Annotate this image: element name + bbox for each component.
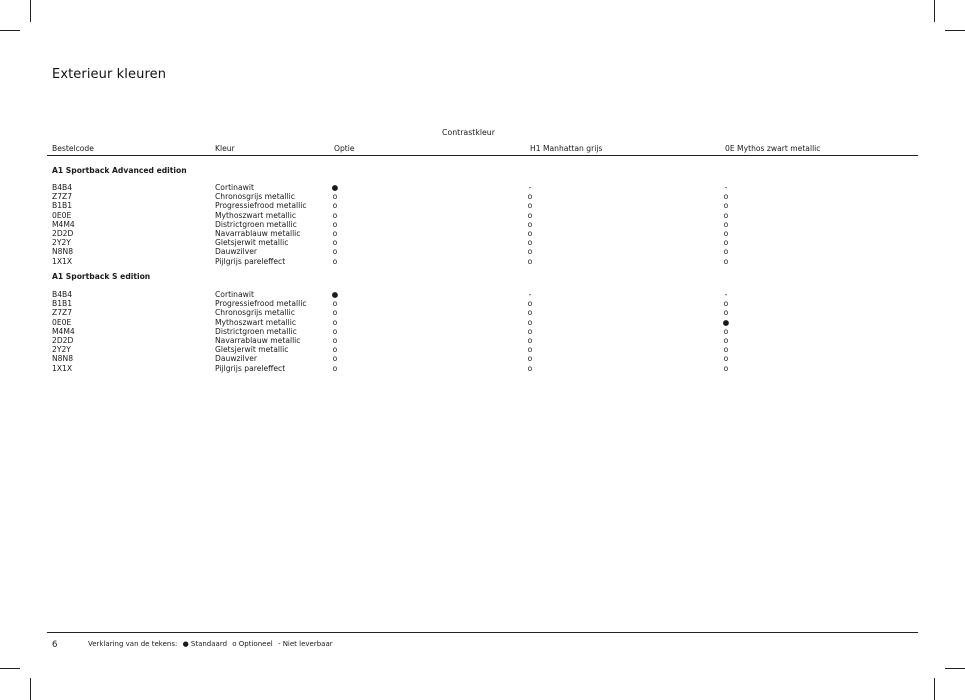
cell-code: N8N8 (52, 247, 74, 257)
cell-h1: o (527, 335, 533, 345)
cell-option: o (332, 201, 338, 211)
header-option: Optie (334, 144, 355, 153)
crop-mark-top-right (934, 0, 935, 22)
table-row (52, 327, 918, 336)
header-divider (47, 155, 918, 156)
cell-oe: o (723, 335, 729, 345)
cell-code: Z7Z7 (52, 192, 73, 202)
section-s-edition-rows (52, 290, 918, 373)
cell-oe: - (724, 183, 728, 192)
cell-option: o (332, 256, 338, 266)
table-row (52, 247, 918, 256)
cell-h1: o (527, 256, 533, 266)
cell-code: M4M4 (52, 326, 75, 336)
crop-mark-top-right-h (945, 30, 965, 31)
cell-h1: o (527, 308, 533, 318)
cell-h1: o (527, 238, 533, 248)
crop-mark-bottom-right-h (945, 668, 965, 669)
cell-color: Mythoszwart metallic (215, 210, 297, 220)
cell-color: Pijlgrijs pareleffect (215, 256, 286, 266)
cell-oe: o (723, 219, 729, 229)
cell-oe: o (723, 192, 729, 202)
legend-unavailable: - Niet leverbaar (277, 640, 333, 648)
cell-oe: - (724, 290, 728, 299)
legend (88, 640, 336, 648)
cell-color: Progressiefrood metallic (215, 201, 307, 211)
crop-mark-bottom-left-h (0, 668, 20, 669)
cell-oe: o (723, 363, 729, 373)
cell-color: Pijlgrijs pareleffect (215, 363, 286, 373)
cell-color: Navarrablauw metallic (215, 228, 301, 238)
cell-color: Navarrablauw metallic (215, 335, 301, 345)
cell-code: 1X1X (52, 363, 73, 373)
crop-mark-top-left-h (0, 30, 20, 31)
cell-code: 2Y2Y (52, 238, 71, 248)
cell-h1: o (527, 363, 533, 373)
cell-option: o (332, 326, 338, 336)
cell-oe: o (723, 210, 729, 220)
cell-h1: - (528, 183, 532, 192)
cell-oe: o (723, 299, 729, 309)
cell-oe: o (723, 247, 729, 257)
table-row (52, 364, 918, 373)
cell-oe: o (723, 201, 729, 211)
cell-code: N8N8 (52, 354, 74, 364)
cell-color: Dauwzilver (215, 354, 258, 364)
cell-h1: o (527, 326, 533, 336)
cell-color: Chronosgrijs metallic (215, 308, 295, 318)
section-advanced-rows (52, 183, 918, 266)
table-row (52, 220, 918, 229)
legend-optional: o Optioneel (232, 640, 273, 648)
header-oe: 0E Mythos zwart metallic (725, 144, 821, 153)
crop-mark-bottom-left (30, 678, 31, 700)
cell-oe: o (723, 354, 729, 364)
cell-option: o (332, 308, 338, 318)
legend-label: Verklaring van de tekens: (88, 640, 178, 648)
cell-option: o (332, 335, 338, 345)
cell-code: B4B4 (52, 290, 73, 299)
cell-option: o (332, 238, 338, 248)
cell-h1: o (527, 317, 533, 327)
cell-color: Dauwzilver (215, 247, 258, 257)
cell-option: ● (331, 290, 339, 299)
cell-code: 1X1X (52, 256, 73, 266)
cell-code: B4B4 (52, 183, 73, 192)
table-row (52, 336, 918, 345)
cell-code: Z7Z7 (52, 308, 73, 318)
cell-h1: o (527, 201, 533, 211)
cell-option: o (332, 345, 338, 355)
table-row (52, 229, 918, 238)
cell-option: ● (331, 183, 339, 192)
cell-oe: o (723, 345, 729, 355)
cell-code: B1B1 (52, 299, 73, 309)
cell-color: Cortinawit (215, 290, 254, 299)
cell-option: o (332, 363, 338, 373)
header-color: Kleur (215, 144, 235, 153)
cell-option: o (332, 219, 338, 229)
crop-mark-bottom-right (934, 678, 935, 700)
cell-code: M4M4 (52, 219, 75, 229)
footer-divider (47, 632, 918, 633)
cell-option: o (332, 228, 338, 238)
table-row (52, 238, 918, 247)
header-h1: H1 Manhattan grijs (530, 144, 603, 153)
cell-h1: o (527, 228, 533, 238)
cell-option: o (332, 192, 338, 202)
cell-h1: - (528, 290, 532, 299)
table-row (52, 192, 918, 201)
table-header (52, 144, 918, 154)
header-code: Bestelcode (52, 144, 94, 153)
cell-oe: ● (722, 317, 730, 327)
table-row (52, 201, 918, 210)
cell-option: o (332, 299, 338, 309)
table-row (52, 318, 918, 327)
cell-oe: o (723, 308, 729, 318)
cell-color: Gletsjerwit metallic (215, 238, 289, 248)
cell-oe: o (723, 326, 729, 336)
cell-code: 2D2D (52, 228, 74, 238)
cell-color: Cortinawit (215, 183, 254, 192)
cell-code: 0E0E (52, 210, 72, 220)
legend-standard: ● Standaard (182, 640, 228, 648)
table-row (52, 211, 918, 220)
cell-h1: o (527, 345, 533, 355)
cell-oe: o (723, 256, 729, 266)
cell-color: Chronosgrijs metallic (215, 192, 295, 202)
table-row (52, 299, 918, 308)
cell-color: Districtgroen metallic (215, 326, 297, 336)
cell-h1: o (527, 247, 533, 257)
cell-option: o (332, 317, 338, 327)
cell-option: o (332, 247, 338, 257)
section-title-s-edition: A1 Sportback S edition (52, 272, 151, 281)
crop-mark-top-left (30, 0, 31, 22)
table-row (52, 354, 918, 363)
cell-color: Gletsjerwit metallic (215, 345, 289, 355)
page-title: Exterieur kleuren (52, 67, 167, 82)
cell-code: 2Y2Y (52, 345, 71, 355)
cell-h1: o (527, 210, 533, 220)
page-number: 6 (52, 640, 58, 650)
cell-h1: o (527, 299, 533, 309)
contrast-color-label: Contrastkleur (442, 128, 495, 137)
cell-color: Progressiefrood metallic (215, 299, 307, 309)
cell-h1: o (527, 354, 533, 364)
cell-code: B1B1 (52, 201, 73, 211)
cell-option: o (332, 354, 338, 364)
cell-oe: o (723, 228, 729, 238)
table-row (52, 308, 918, 317)
table-row (52, 257, 918, 266)
cell-option: o (332, 210, 338, 220)
cell-code: 0E0E (52, 317, 72, 327)
cell-color: Districtgroen metallic (215, 219, 297, 229)
cell-h1: o (527, 192, 533, 202)
cell-code: 2D2D (52, 335, 74, 345)
cell-oe: o (723, 238, 729, 248)
cell-color: Mythoszwart metallic (215, 317, 297, 327)
table-row (52, 290, 918, 299)
cell-h1: o (527, 219, 533, 229)
table-row (52, 345, 918, 354)
table-row (52, 183, 918, 192)
section-title-advanced: A1 Sportback Advanced edition (52, 166, 187, 175)
